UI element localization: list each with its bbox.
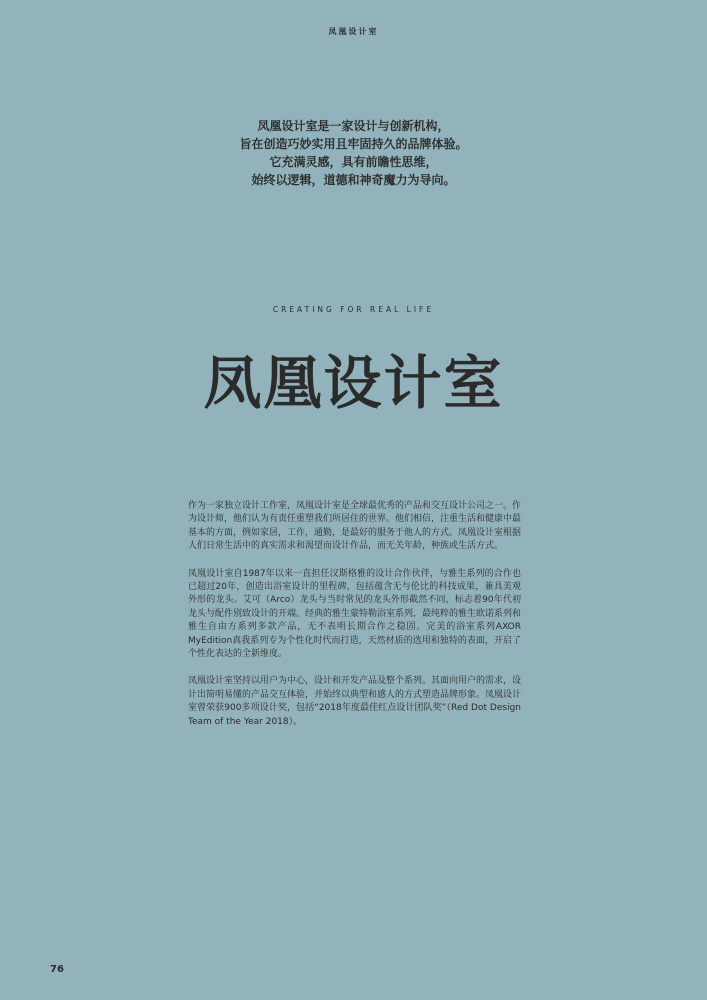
intro-statement [0, 117, 707, 189]
tagline: CREATING FOR REAL LIFE [272, 305, 435, 314]
intro-line: 它充满灵感，具有前瞻性思维， [269, 155, 438, 169]
intro-line: 凤凰设计室是一家设计与创新机构， [257, 119, 450, 133]
body-paragraph: 作为一家独立设计工作室，凤凰设计室是全球最优秀的产品和交互设计公司之一。作为设计师，他们认为有责任重塑我们所居住的世界。他们相信，注重生活和健康中最基本的方面，例如家居，工作，通勤，是最好的服务于他人的方式。凤凰设计室根据人们日常生活中的真实需求和渴望而设计作品，而无关年龄，种族或生活方式。 [188, 501, 522, 552]
intro-line: 旨在创造巧妙实用且牢固持久的品牌体验。 [239, 137, 468, 151]
body-copy [188, 500, 521, 743]
body-paragraph: 凤凰设计室坚持以用户为中心，设计和开发产品及整个系列。其面向用户的需求，设计出简明易懂的产品交互体验，并始终以典型和感人的方式塑造品牌形象。凤凰设计室曾荣获900多项设计奖，包括“2018年度最佳红点设计团队奖”（Red Dot Design Team of the Year 2018）。 [188, 676, 522, 727]
intro-line: 始终以逻辑，道德和神奇魔力为导向。 [251, 173, 456, 187]
page-number: 76 [50, 964, 64, 975]
page-title: 凤凰设计室 [203, 349, 504, 417]
body-paragraph: 凤凰设计室自1987年以来一直担任汉斯格雅的设计合作伙伴，与雅生系列的合作也已超过20年，创造出浴室设计的里程碑，包括蕴含无与伦比的科技成果，兼具美观外形的龙头。艾可（Arco）龙头与当时常见的龙头外形截然不同，标志着90年代初龙头与配件别致设计的开端。经典的雅生蒙特勒浴室系列，最纯粹的雅生欧诺系列和雅生自由方系列多款产品，无不表明长期合作之稳固。完美的浴室系列AXOR MyEdition真我系列专为个性化时代而打造，天然材质的选用和独特的表面，开启了个性化表达的全新维度。 [188, 568, 522, 660]
running-header: 凤凰设计室 [328, 27, 379, 36]
